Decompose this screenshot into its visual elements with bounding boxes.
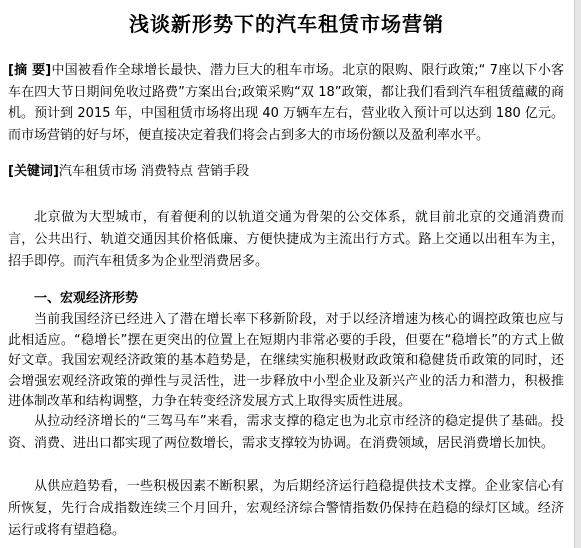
document-title: 浅谈新形势下的汽车租赁市场营销 xyxy=(129,12,444,36)
section-heading: 一、宏观经济形势 xyxy=(34,291,139,306)
paragraph-2: 当前我国经济已经进入了潜在增长率下移新阶段，对于以经济增速为核心的调控政策也应与此相适应。“稳增长”摆在更突出的位置上在短期内非常必要的手段，但要在“稳增长”的方式上做好文章。我国宏观经济政策的基本趋势是，在继续实施积极财政政策和稳健货币政策的同时，还会增强宏观经济政策的弹性与灵活性，进一步释放中小型企业及新兴产业的活力和潜力，积极推进体制改革和结构调整，力争在转变经济发展方式上取得实质性进展。 xyxy=(8,312,564,409)
paragraph-1: 北京做为大型城市，有着便利的以轨道交通为骨架的公交体系，就目前北京的交通消费而言，公共出行、轨道交通因其价格低廉、方便快捷成为主流出行方式。路上交通以出租车为主，招手即停。而汽车租赁多为企业型消费居多。 xyxy=(8,210,564,269)
keywords-label: [关键词] xyxy=(8,164,59,179)
abstract-text: 中国被看作全球增长最快、潜力巨大的租车市场。北京的限购、限行政策;“ 7座以下小客车在四大节日期间免收过路费”方案出台;政策采购“双 18”政策，都让我们看到汽车租赁蕴藏的商机。预计到 2015 年，中国租赁市场将出现 40 万辆车左右，营业收入预计可以达到 180 亿元。而市场营销的好与坏，便直接决定着我们将会占到多大的市场份额以及盈利率水平。 xyxy=(8,63,564,143)
paragraph-3: 从拉动经济增长的“三驾马车”来看，需求支撑的稳定也为北京市经济的稳定提供了基础。投资、消费、进出口都实现了两位数增长，需求支撑较为协调。在消费领域，居民消费增长加快。 xyxy=(8,414,564,451)
abstract xyxy=(8,60,564,146)
scrollbar[interactable] xyxy=(574,0,581,548)
keywords-text: 汽车租赁市场 消费特点 营销手段 xyxy=(58,164,250,179)
paragraph-4: 从供应趋势看，一些积极因素不断积累，为后期经济运行趋稳提供技术支撑。企业家信心有所恢复，先行合成指数连续三个月回升，宏观经济综合警情指数仍保持在趋稳的绿灯区域。经济运行或将有望趋稳。 xyxy=(8,479,564,538)
abstract-label: [摘 要] xyxy=(8,63,52,78)
keywords xyxy=(8,161,564,182)
